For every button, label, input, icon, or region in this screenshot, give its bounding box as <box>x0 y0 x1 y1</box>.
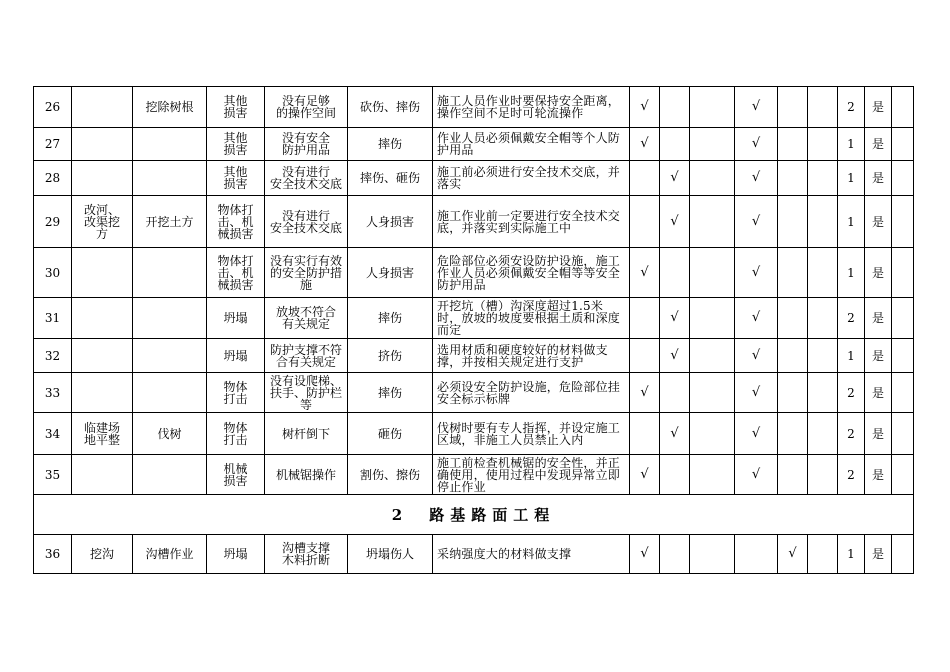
blank-cell <box>808 196 838 248</box>
hazard-cause: 沟槽支撑 木料折断 <box>265 535 348 574</box>
risk-level: 2 <box>838 413 865 455</box>
check-mark-cell <box>778 248 808 298</box>
blank-cell <box>892 161 914 196</box>
controlled-flag: 是 <box>865 455 892 495</box>
possible-injury: 摔伤 <box>348 128 433 161</box>
row-number: 29 <box>34 196 72 248</box>
control-measure: 采纳强度大的材料做支撑 <box>433 535 630 574</box>
risk-level: 1 <box>838 339 865 373</box>
check-mark-cell <box>690 87 735 128</box>
hazard-cause: 没有进行 安全技术交底 <box>265 196 348 248</box>
hazard-cause: 没有安全 防护用品 <box>265 128 348 161</box>
hazard-category: 物体打 击、机 械损害 <box>207 196 265 248</box>
work-step <box>133 455 207 495</box>
blank-cell <box>892 248 914 298</box>
controlled-flag: 是 <box>865 248 892 298</box>
check-mark-cell: √ <box>630 248 660 298</box>
check-mark-cell <box>690 413 735 455</box>
check-mark-cell <box>778 413 808 455</box>
table-row <box>34 535 914 574</box>
controlled-flag: 是 <box>865 128 892 161</box>
blank-cell <box>808 413 838 455</box>
hazard-category: 坍塌 <box>207 339 265 373</box>
check-mark-cell: √ <box>735 413 778 455</box>
blank-cell <box>808 298 838 339</box>
work-item <box>72 128 133 161</box>
check-mark-cell <box>778 128 808 161</box>
check-mark-cell: √ <box>630 373 660 413</box>
check-mark-cell: √ <box>735 339 778 373</box>
check-mark-cell <box>690 339 735 373</box>
blank-cell <box>892 455 914 495</box>
table-row <box>34 128 914 161</box>
work-step <box>133 161 207 196</box>
risk-level: 1 <box>838 128 865 161</box>
check-mark-cell <box>630 413 660 455</box>
check-mark-cell: √ <box>630 535 660 574</box>
check-mark-cell <box>778 87 808 128</box>
check-mark-cell <box>690 455 735 495</box>
blank-cell <box>808 128 838 161</box>
blank-cell <box>892 339 914 373</box>
risk-level: 2 <box>838 373 865 413</box>
control-measure: 危险部位必须安设防护设施，施工作业人员必须佩戴安全帽等等安全防护用品 <box>433 248 630 298</box>
check-mark-cell: √ <box>735 248 778 298</box>
hazard-cause: 没有设爬梯、 扶手、防护栏 等 <box>265 373 348 413</box>
possible-injury: 摔伤 <box>348 373 433 413</box>
hazard-cause: 放坡不符合 有关规定 <box>265 298 348 339</box>
table-row <box>34 248 914 298</box>
check-mark-cell <box>778 298 808 339</box>
risk-table <box>33 86 914 574</box>
risk-level: 1 <box>838 248 865 298</box>
hazard-category: 机械 损害 <box>207 455 265 495</box>
section-title: 2 路基路面工程 <box>34 495 914 535</box>
check-mark-cell <box>660 248 690 298</box>
blank-cell <box>892 535 914 574</box>
work-item <box>72 161 133 196</box>
possible-injury: 砍伤、摔伤 <box>348 87 433 128</box>
risk-level: 2 <box>838 298 865 339</box>
row-number: 27 <box>34 128 72 161</box>
check-mark-cell: √ <box>660 413 690 455</box>
hazard-cause: 机械锯操作 <box>265 455 348 495</box>
work-step <box>133 373 207 413</box>
check-mark-cell <box>630 161 660 196</box>
check-mark-cell: √ <box>735 455 778 495</box>
work-item <box>72 339 133 373</box>
blank-cell <box>892 87 914 128</box>
control-measure: 作业人员必须佩戴安全帽等个人防护用品 <box>433 128 630 161</box>
work-step: 沟槽作业 <box>133 535 207 574</box>
check-mark-cell <box>660 128 690 161</box>
check-mark-cell: √ <box>660 196 690 248</box>
risk-level: 2 <box>838 87 865 128</box>
blank-cell <box>808 373 838 413</box>
row-number: 36 <box>34 535 72 574</box>
check-mark-cell: √ <box>660 339 690 373</box>
check-mark-cell <box>690 161 735 196</box>
control-measure: 必须设安全防护设施，危险部位挂安全标示标牌 <box>433 373 630 413</box>
work-step: 挖除树根 <box>133 87 207 128</box>
check-mark-cell <box>735 535 778 574</box>
control-measure: 开挖坑（槽）沟深度超过1.5米时，放坡的坡度要根据土质和深度而定 <box>433 298 630 339</box>
blank-cell <box>892 373 914 413</box>
check-mark-cell: √ <box>735 373 778 413</box>
controlled-flag: 是 <box>865 196 892 248</box>
check-mark-cell <box>778 161 808 196</box>
controlled-flag: 是 <box>865 535 892 574</box>
controlled-flag: 是 <box>865 413 892 455</box>
controlled-flag: 是 <box>865 298 892 339</box>
check-mark-cell: √ <box>735 196 778 248</box>
work-step <box>133 298 207 339</box>
work-item: 改河、 改渠挖 方 <box>72 196 133 248</box>
work-item <box>72 373 133 413</box>
hazard-cause: 没有实行有效 的安全防护措 施 <box>265 248 348 298</box>
possible-injury: 摔伤、砸伤 <box>348 161 433 196</box>
row-number: 35 <box>34 455 72 495</box>
check-mark-cell <box>778 196 808 248</box>
table-row <box>34 413 914 455</box>
risk-level: 1 <box>838 535 865 574</box>
control-measure: 施工前检查机械锯的安全性，并正确使用，使用过程中发现异常立即停止作业 <box>433 455 630 495</box>
blank-cell <box>808 161 838 196</box>
blank-cell <box>892 298 914 339</box>
check-mark-cell: √ <box>660 298 690 339</box>
possible-injury: 割伤、擦伤 <box>348 455 433 495</box>
work-item <box>72 455 133 495</box>
control-measure: 施工前必须进行安全技术交底，并落实 <box>433 161 630 196</box>
row-number: 30 <box>34 248 72 298</box>
table-row <box>34 339 914 373</box>
blank-cell <box>808 248 838 298</box>
check-mark-cell: √ <box>778 535 808 574</box>
hazard-cause: 树杆倒下 <box>265 413 348 455</box>
possible-injury: 砸伤 <box>348 413 433 455</box>
blank-cell <box>808 455 838 495</box>
table-row <box>34 298 914 339</box>
check-mark-cell <box>660 535 690 574</box>
work-item <box>72 87 133 128</box>
check-mark-cell <box>690 128 735 161</box>
blank-cell <box>892 128 914 161</box>
check-mark-cell: √ <box>735 298 778 339</box>
possible-injury: 人身损害 <box>348 248 433 298</box>
controlled-flag: 是 <box>865 161 892 196</box>
possible-injury: 坍塌伤人 <box>348 535 433 574</box>
work-step <box>133 128 207 161</box>
table-row <box>34 455 914 495</box>
blank-cell <box>892 196 914 248</box>
work-item: 挖沟 <box>72 535 133 574</box>
check-mark-cell <box>630 339 660 373</box>
check-mark-cell <box>660 373 690 413</box>
row-number: 31 <box>34 298 72 339</box>
work-step <box>133 248 207 298</box>
check-mark-cell <box>690 373 735 413</box>
check-mark-cell <box>660 455 690 495</box>
hazard-cause: 防护支撑不符 合有关规定 <box>265 339 348 373</box>
check-mark-cell: √ <box>660 161 690 196</box>
blank-cell <box>808 535 838 574</box>
check-mark-cell <box>690 535 735 574</box>
work-step: 伐树 <box>133 413 207 455</box>
hazard-cause: 没有足够 的操作空间 <box>265 87 348 128</box>
control-measure: 施工人员作业时要保持安全距离，操作空间不足时可轮流操作 <box>433 87 630 128</box>
section-row <box>34 495 914 535</box>
work-item: 临建场 地平整 <box>72 413 133 455</box>
table-row <box>34 87 914 128</box>
possible-injury: 摔伤 <box>348 298 433 339</box>
risk-level: 1 <box>838 196 865 248</box>
check-mark-cell <box>690 298 735 339</box>
work-step: 开挖土方 <box>133 196 207 248</box>
check-mark-cell: √ <box>630 128 660 161</box>
hazard-category: 其他 损害 <box>207 161 265 196</box>
blank-cell <box>892 413 914 455</box>
check-mark-cell <box>690 196 735 248</box>
check-mark-cell <box>778 455 808 495</box>
controlled-flag: 是 <box>865 339 892 373</box>
possible-injury: 人身损害 <box>348 196 433 248</box>
row-number: 28 <box>34 161 72 196</box>
controlled-flag: 是 <box>865 373 892 413</box>
hazard-category: 坍塌 <box>207 535 265 574</box>
hazard-cause: 没有进行 安全技术交底 <box>265 161 348 196</box>
risk-level: 1 <box>838 161 865 196</box>
hazard-category: 其他 损害 <box>207 87 265 128</box>
check-mark-cell <box>690 248 735 298</box>
controlled-flag: 是 <box>865 87 892 128</box>
row-number: 32 <box>34 339 72 373</box>
check-mark-cell: √ <box>735 128 778 161</box>
control-measure: 施工作业前一定要进行安全技术交底，并落实到实际施工中 <box>433 196 630 248</box>
risk-level: 2 <box>838 455 865 495</box>
check-mark-cell: √ <box>630 455 660 495</box>
table-row <box>34 196 914 248</box>
row-number: 34 <box>34 413 72 455</box>
hazard-category: 物体 打击 <box>207 373 265 413</box>
hazard-category: 物体打 击、机 械损害 <box>207 248 265 298</box>
check-mark-cell <box>630 196 660 248</box>
check-mark-cell <box>778 373 808 413</box>
hazard-category: 坍塌 <box>207 298 265 339</box>
check-mark-cell: √ <box>735 87 778 128</box>
hazard-category: 其他 损害 <box>207 128 265 161</box>
check-mark-cell <box>778 339 808 373</box>
hazard-category: 物体 打击 <box>207 413 265 455</box>
control-measure: 选用材质和硬度较好的材料做支撑，并按相关规定进行支护 <box>433 339 630 373</box>
control-measure: 伐树时要有专人指挥，并设定施工区域，非施工人员禁止入内 <box>433 413 630 455</box>
table-row <box>34 373 914 413</box>
possible-injury: 挤伤 <box>348 339 433 373</box>
work-item <box>72 248 133 298</box>
check-mark-cell: √ <box>735 161 778 196</box>
row-number: 26 <box>34 87 72 128</box>
work-item <box>72 298 133 339</box>
table-row <box>34 161 914 196</box>
blank-cell <box>808 339 838 373</box>
check-mark-cell: √ <box>630 87 660 128</box>
work-step <box>133 339 207 373</box>
check-mark-cell <box>630 298 660 339</box>
blank-cell <box>808 87 838 128</box>
check-mark-cell <box>660 87 690 128</box>
row-number: 33 <box>34 373 72 413</box>
